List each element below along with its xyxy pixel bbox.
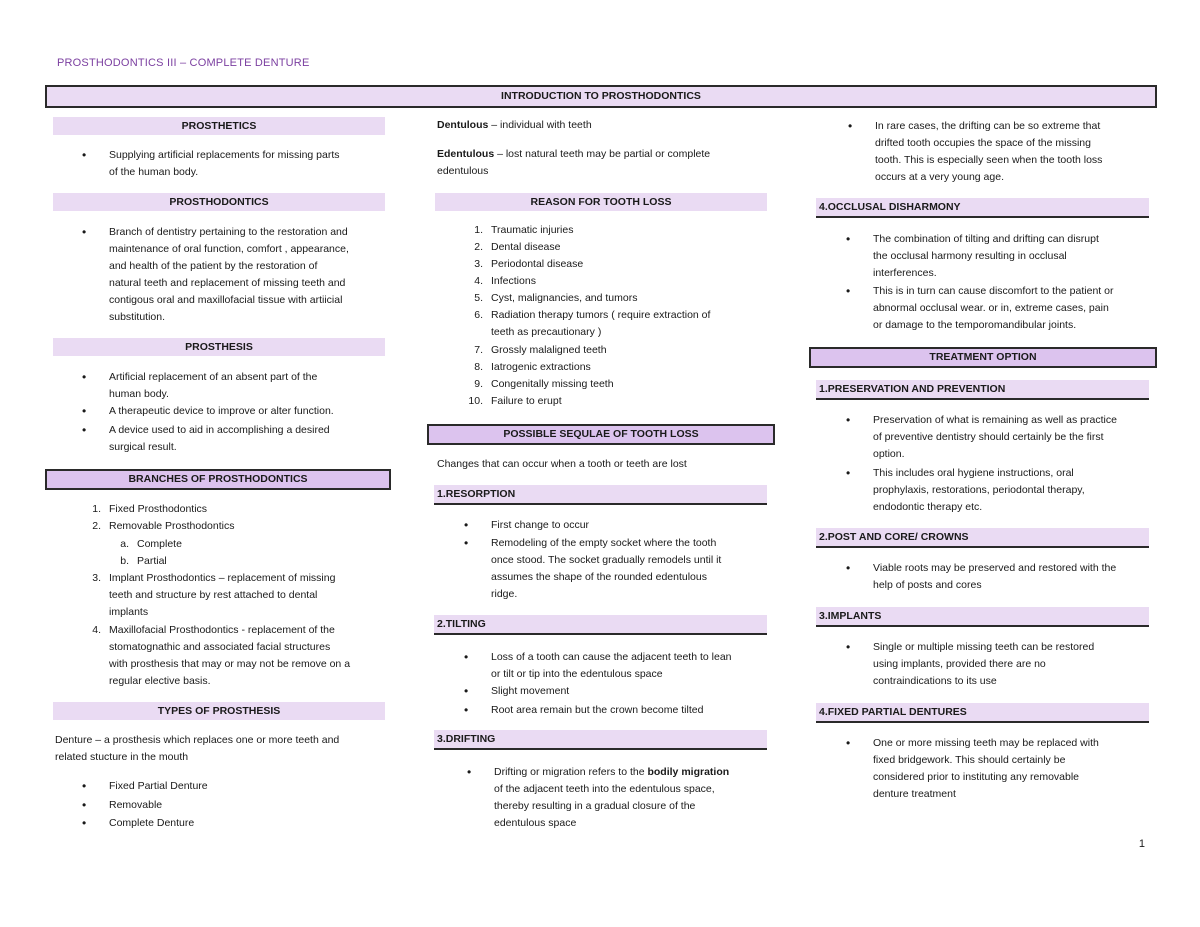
drifting-bullet: • Drifting or migration refers to the bodily migration of the adjacent teeth into the edentulous space, thereby resulting in a gradual closure of the edentulous space <box>494 764 729 832</box>
tilting-bullet-1: • Loss of a tooth can cause the adjacent teeth to lean or tilt or tip into the edentulous space <box>491 649 732 683</box>
reason-item: 6. Radiation therapy tumors ( require extraction of <box>474 309 711 321</box>
prosthesis-bullet-2: • A therapeutic device to improve or alter function. <box>109 403 334 420</box>
prosthesis-bullet-3: • A device used to aid in accomplishing a desired surgical result. <box>109 422 330 456</box>
types-bullet-3: • Complete Denture <box>109 815 194 832</box>
reason-item: 9. Congenitally missing teeth <box>474 378 614 390</box>
reason-heading: REASON FOR TOOTH LOSS <box>435 193 767 211</box>
branch-item-1: 1. Fixed Prosthodontics <box>92 503 208 515</box>
post-core-heading: 2.POST AND CORE/ CROWNS <box>816 528 1149 548</box>
reason-item: 2. Dental disease <box>474 241 561 253</box>
occlusal-heading: 4.OCCLUSAL DISHARMONY <box>816 198 1149 218</box>
prosthesis-bullet-1: • Artificial replacement of an absent part of the human body. <box>109 369 317 403</box>
occlusal-bullet-1: • The combination of tilting and drifting can disrupt the occlusal harmony resulting in occlusal interferences. <box>873 231 1099 282</box>
reason-item: 4. Infections <box>474 275 536 287</box>
fpd-bullet: • One or more missing teeth may be replaced with fixed bridgework. This should certainly be considered prior to instituting any removable denture treatment <box>873 735 1099 803</box>
prosthodontics-bullet: • Branch of dentistry pertaining to the restoration and maintenance of oral function, comfort , appearance, and health of the patient by the restoration of natural teeth and replacement of missing teeth and contigous oral and maxillofacial tissue with artiicial substitution. <box>109 224 349 326</box>
drifting-continued-bullet: • In rare cases, the drifting can be so extreme that drifted tooth occupies the space of the missing tooth. This is especially seen when the tooth loss occurs at a very young age. <box>875 118 1102 186</box>
types-definition: Denture – a prosthesis which replaces one or more teeth and related stucture in the mouth <box>55 734 340 763</box>
prosthesis-heading: PROSTHESIS <box>53 338 385 356</box>
types-bullet-2: • Removable <box>109 797 162 814</box>
reason-item: 1. Traumatic injuries <box>474 224 574 236</box>
reason-item: 3. Periodontal disease <box>474 258 584 270</box>
reason-item: 7. Grossly malaligned teeth <box>474 344 607 356</box>
implants-bullet: • Single or multiple missing teeth can be restored using implants, provided there are no contraindications to its use <box>873 639 1094 690</box>
reason-item: 8. Iatrogenic extractions <box>474 361 591 373</box>
sequlae-intro: Changes that can occur when a tooth or teeth are lost <box>437 458 687 470</box>
branch-item-2: 2. Removable Prosthodontics <box>92 520 235 532</box>
tilting-bullet-3: • Root area remain but the crown become tilted <box>491 702 703 719</box>
tilting-heading: 2.TILTING <box>434 615 767 635</box>
resorption-bullet-1: • First change to occur <box>491 517 589 534</box>
types-heading: TYPES OF PROSTHESIS <box>53 702 385 720</box>
resorption-heading: 1.RESORPTION <box>434 485 767 505</box>
sequlae-heading: POSSIBLE SEQULAE OF TOOTH LOSS <box>427 424 775 445</box>
branches-heading: BRANCHES OF PROSTHODONTICS <box>45 469 391 490</box>
treatment-heading: TREATMENT OPTION <box>809 347 1157 368</box>
preservation-bullet-2: • This includes oral hygiene instructions, oral prophylaxis, restorations, periodontal therapy, endodontic therapy etc. <box>873 465 1085 516</box>
prosthodontics-heading: PROSTHODONTICS <box>53 193 385 211</box>
page-number: 1 <box>1138 838 1145 850</box>
types-bullet-1: • Fixed Partial Denture <box>109 778 208 795</box>
reason-item: 10. Failure to erupt <box>468 395 562 407</box>
branch-item-4: 4. Maxillofacial Prosthodontics - replacement of the stomatognathic and associated facial structures with prosthesis that may or may not be remove on a regular elective basis. <box>92 624 351 687</box>
post-core-bullet: • Viable roots may be preserved and restored with the help of posts and cores <box>873 560 1116 594</box>
preservation-bullet-1: • Preservation of what is remaining as well as practice of preventive dentistry should certainly be the first option. <box>873 412 1117 463</box>
branch-item-2a: a. Complete <box>120 538 182 550</box>
edentulous-definition: Edentulous – lost natural teeth may be partial or complete edentulous <box>437 148 711 177</box>
drifting-heading: 3.DRIFTING <box>434 730 767 750</box>
fpd-heading: 4.FIXED PARTIAL DENTURES <box>816 703 1149 723</box>
prosthetics-bullet: • Supplying artificial replacements for missing parts of the human body. <box>109 147 340 181</box>
dentulous-definition: Dentulous – individual with teeth <box>437 119 592 131</box>
intro-section-title: INTRODUCTION TO PROSTHODONTICS <box>45 85 1157 108</box>
branch-item-3: 3. Implant Prosthodontics – replacement of missing teeth and structure by rest attached to dental implants <box>92 572 336 618</box>
branch-item-2b: b. Partial <box>120 555 167 567</box>
tilting-bullet-2: • Slight movement <box>491 683 569 700</box>
reason-item: teeth as precautionary ) <box>491 326 602 338</box>
prosthetics-heading: PROSTHETICS <box>53 117 385 135</box>
reason-item: 5. Cyst, malignancies, and tumors <box>474 292 638 304</box>
preservation-heading: 1.PRESERVATION AND PREVENTION <box>816 380 1149 400</box>
resorption-bullet-2: • Remodeling of the empty socket where the tooth once stood. The socket gradually remodels until it assumes the shape of the rounded edentulous ridge. <box>491 535 721 603</box>
implants-heading: 3.IMPLANTS <box>816 607 1149 627</box>
document-header: PROSTHODONTICS III – COMPLETE DENTURE <box>57 57 310 69</box>
occlusal-bullet-2: • This is in turn can cause discomfort to the patient or abnormal occlusal wear. or in, extreme cases, pain or damage to the temporomandibular joints. <box>873 283 1113 334</box>
